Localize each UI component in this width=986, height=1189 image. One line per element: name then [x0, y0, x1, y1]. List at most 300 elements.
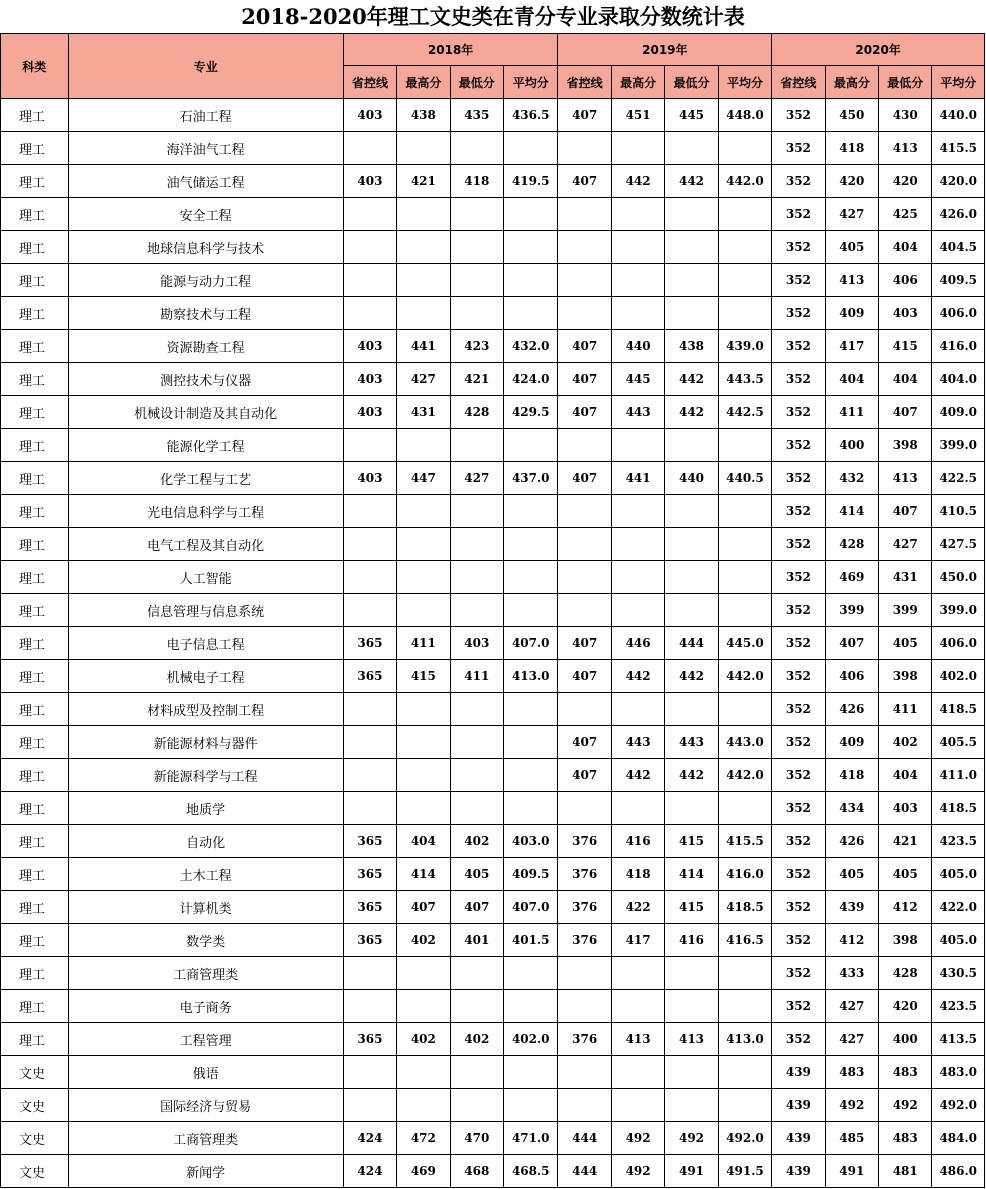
cell-2018-control-line	[343, 957, 396, 990]
cell-2018-min-score	[450, 990, 503, 1023]
cell-2018-avg-score: 407.0	[504, 891, 558, 924]
cell-2020-min-score: 398	[879, 660, 932, 693]
cell-2019-max-score: 417	[611, 924, 664, 957]
cell-2019-max-score: 442	[611, 759, 664, 792]
cell-2018-max-score: 402	[397, 924, 450, 957]
cell-category: 文史	[1, 1155, 69, 1188]
cell-2020-avg-score: 430.5	[932, 957, 985, 990]
cell-2019-min-score	[665, 198, 718, 231]
cell-2020-avg-score: 409.5	[932, 264, 985, 297]
cell-2019-max-score: 413	[611, 1023, 664, 1056]
cell-2018-max-score: 438	[397, 99, 450, 132]
cell-2018-max-score	[397, 198, 450, 231]
cell-2019-min-score	[665, 561, 718, 594]
cell-2019-max-score	[611, 231, 664, 264]
cell-2019-max-score	[611, 198, 664, 231]
cell-2020-max-score: 412	[825, 924, 878, 957]
cell-2018-min-score: 470	[450, 1122, 503, 1155]
cell-2018-control-line	[343, 495, 396, 528]
table-body	[1, 99, 985, 1188]
cell-2020-control-line: 352	[772, 264, 825, 297]
cell-major: 海洋油气工程	[68, 132, 343, 165]
cell-2018-max-score	[397, 759, 450, 792]
cell-2019-control-line	[558, 231, 611, 264]
cell-2018-min-score	[450, 693, 503, 726]
cell-2020-avg-score: 426.0	[932, 198, 985, 231]
cell-2019-max-score	[611, 561, 664, 594]
cell-major: 石油工程	[68, 99, 343, 132]
cell-2020-avg-score: 409.0	[932, 396, 985, 429]
cell-2019-control-line	[558, 495, 611, 528]
cell-2018-control-line	[343, 1056, 396, 1089]
cell-2019-min-score: 442	[665, 165, 718, 198]
cell-2018-avg-score	[504, 561, 558, 594]
cell-2020-min-score: 431	[879, 561, 932, 594]
cell-2020-min-score: 399	[879, 594, 932, 627]
cell-2018-max-score	[397, 264, 450, 297]
cell-2019-min-score	[665, 429, 718, 462]
cell-2020-avg-score: 418.5	[932, 792, 985, 825]
cell-2020-min-score: 398	[879, 924, 932, 957]
cell-major: 电气工程及其自动化	[68, 528, 343, 561]
cell-category: 文史	[1, 1056, 69, 1089]
cell-category: 理工	[1, 693, 69, 726]
page-title: 2018-2020年理工文史类在青分专业录取分数统计表	[241, 4, 745, 29]
cell-2018-min-score	[450, 594, 503, 627]
cell-2020-avg-score: 405.0	[932, 924, 985, 957]
cell-2019-control-line	[558, 990, 611, 1023]
cell-2020-max-score: 427	[825, 1023, 878, 1056]
cell-major: 光电信息科学与工程	[68, 495, 343, 528]
cell-2019-min-score: 440	[665, 462, 718, 495]
cell-2020-min-score: 430	[879, 99, 932, 132]
cell-2019-min-score: 443	[665, 726, 718, 759]
cell-2020-control-line: 352	[772, 99, 825, 132]
cell-2019-control-line: 376	[558, 858, 611, 891]
cell-2020-avg-score: 422.0	[932, 891, 985, 924]
cell-2019-min-score: 413	[665, 1023, 718, 1056]
cell-2020-avg-score: 484.0	[932, 1122, 985, 1155]
cell-2018-avg-score: 436.5	[504, 99, 558, 132]
cell-2019-avg-score	[718, 264, 771, 297]
cell-2018-max-score: 472	[397, 1122, 450, 1155]
cell-2019-avg-score	[718, 561, 771, 594]
cell-2019-min-score: 442	[665, 660, 718, 693]
cell-2019-max-score: 492	[611, 1155, 664, 1188]
cell-2020-min-score: 425	[879, 198, 932, 231]
cell-2019-avg-score	[718, 429, 771, 462]
table-row	[1, 429, 985, 462]
table-row	[1, 1023, 985, 1056]
cell-2019-control-line	[558, 297, 611, 330]
cell-2018-control-line	[343, 561, 396, 594]
header-avg-score: 平均分	[504, 66, 558, 99]
cell-2019-control-line: 376	[558, 924, 611, 957]
cell-2018-control-line	[343, 198, 396, 231]
cell-2018-max-score: 407	[397, 891, 450, 924]
table-row	[1, 264, 985, 297]
cell-2020-max-score: 404	[825, 363, 878, 396]
cell-2018-max-score	[397, 132, 450, 165]
cell-2019-avg-score	[718, 1089, 771, 1122]
cell-2019-avg-score: 443.0	[718, 726, 771, 759]
cell-2020-max-score: 420	[825, 165, 878, 198]
cell-2019-avg-score: 415.5	[718, 825, 771, 858]
cell-2019-max-score: 442	[611, 165, 664, 198]
cell-2020-control-line: 439	[772, 1155, 825, 1188]
cell-2019-control-line: 407	[558, 660, 611, 693]
cell-2018-min-score: 427	[450, 462, 503, 495]
cell-2018-min-score	[450, 726, 503, 759]
cell-2019-control-line: 407	[558, 165, 611, 198]
cell-2018-min-score: 435	[450, 99, 503, 132]
cell-2019-avg-score	[718, 957, 771, 990]
cell-category: 理工	[1, 726, 69, 759]
table-row	[1, 330, 985, 363]
cell-2019-min-score: 416	[665, 924, 718, 957]
cell-2018-min-score: 428	[450, 396, 503, 429]
cell-2018-avg-score	[504, 693, 558, 726]
cell-2019-avg-score: 442.0	[718, 660, 771, 693]
cell-2018-control-line: 365	[343, 1023, 396, 1056]
cell-2019-max-score: 418	[611, 858, 664, 891]
cell-2020-min-score: 427	[879, 528, 932, 561]
cell-2019-min-score: 444	[665, 627, 718, 660]
cell-2020-control-line: 439	[772, 1056, 825, 1089]
cell-2020-avg-score: 483.0	[932, 1056, 985, 1089]
cell-2020-max-score: 399	[825, 594, 878, 627]
cell-category: 理工	[1, 165, 69, 198]
cell-category: 理工	[1, 330, 69, 363]
header-control-line: 省控线	[558, 66, 611, 99]
cell-2020-control-line: 352	[772, 924, 825, 957]
cell-2018-avg-score	[504, 528, 558, 561]
cell-2019-avg-score: 440.5	[718, 462, 771, 495]
header-max-score: 最高分	[397, 66, 450, 99]
cell-2018-control-line	[343, 1089, 396, 1122]
cell-2018-max-score	[397, 297, 450, 330]
cell-2019-min-score: 414	[665, 858, 718, 891]
cell-2020-max-score: 432	[825, 462, 878, 495]
cell-2020-control-line: 352	[772, 462, 825, 495]
cell-category: 文史	[1, 1122, 69, 1155]
cell-major: 材料成型及控制工程	[68, 693, 343, 726]
table-row	[1, 825, 985, 858]
cell-2018-min-score	[450, 198, 503, 231]
cell-category: 理工	[1, 990, 69, 1023]
cell-major: 人工智能	[68, 561, 343, 594]
cell-2018-avg-score	[504, 198, 558, 231]
cell-2020-control-line: 352	[772, 891, 825, 924]
cell-2019-avg-score: 416.5	[718, 924, 771, 957]
cell-2019-avg-score: 442.5	[718, 396, 771, 429]
cell-2018-control-line	[343, 759, 396, 792]
cell-2019-control-line	[558, 1056, 611, 1089]
cell-2020-control-line: 352	[772, 660, 825, 693]
cell-major: 机械设计制造及其自动化	[68, 396, 343, 429]
cell-2020-max-score: 411	[825, 396, 878, 429]
cell-2018-min-score: 468	[450, 1155, 503, 1188]
cell-2020-avg-score: 411.0	[932, 759, 985, 792]
cell-major: 土木工程	[68, 858, 343, 891]
cell-2020-max-score: 417	[825, 330, 878, 363]
cell-2019-avg-score: 492.0	[718, 1122, 771, 1155]
cell-2018-max-score	[397, 594, 450, 627]
cell-2019-avg-score	[718, 198, 771, 231]
table-row	[1, 990, 985, 1023]
cell-2018-max-score: 441	[397, 330, 450, 363]
cell-2019-min-score: 442	[665, 759, 718, 792]
cell-2020-max-score: 418	[825, 132, 878, 165]
cell-2020-avg-score: 399.0	[932, 594, 985, 627]
cell-2019-max-score	[611, 693, 664, 726]
cell-2019-min-score: 445	[665, 99, 718, 132]
cell-2020-max-score: 483	[825, 1056, 878, 1089]
cell-2019-min-score	[665, 297, 718, 330]
table-row	[1, 198, 985, 231]
cell-2019-min-score	[665, 594, 718, 627]
cell-2020-max-score: 414	[825, 495, 878, 528]
table-row	[1, 561, 985, 594]
cell-2019-max-score: 441	[611, 462, 664, 495]
cell-2020-max-score: 418	[825, 759, 878, 792]
table-row	[1, 396, 985, 429]
cell-2019-max-score	[611, 264, 664, 297]
table-row	[1, 759, 985, 792]
cell-2020-min-score: 398	[879, 429, 932, 462]
cell-2019-max-score	[611, 792, 664, 825]
cell-2020-min-score: 406	[879, 264, 932, 297]
cell-2018-control-line: 365	[343, 660, 396, 693]
cell-2020-avg-score: 420.0	[932, 165, 985, 198]
cell-2019-max-score	[611, 1056, 664, 1089]
cell-2018-min-score	[450, 132, 503, 165]
cell-major: 自动化	[68, 825, 343, 858]
cell-2018-min-score	[450, 528, 503, 561]
cell-2019-max-score	[611, 495, 664, 528]
cell-2020-min-score: 411	[879, 693, 932, 726]
header-major: 专业	[68, 34, 343, 99]
header-min-score: 最低分	[879, 66, 932, 99]
cell-2020-min-score: 428	[879, 957, 932, 990]
cell-2020-control-line: 352	[772, 726, 825, 759]
cell-2019-avg-score	[718, 495, 771, 528]
cell-category: 文史	[1, 1089, 69, 1122]
cell-category: 理工	[1, 627, 69, 660]
cell-category: 理工	[1, 495, 69, 528]
cell-2019-max-score	[611, 990, 664, 1023]
cell-2019-max-score	[611, 957, 664, 990]
cell-2019-max-score: 443	[611, 726, 664, 759]
cell-category: 理工	[1, 957, 69, 990]
cell-category: 理工	[1, 924, 69, 957]
cell-2018-avg-score	[504, 1056, 558, 1089]
cell-2020-control-line: 352	[772, 495, 825, 528]
cell-major: 机械电子工程	[68, 660, 343, 693]
cell-2018-control-line: 424	[343, 1122, 396, 1155]
cell-2019-max-score: 446	[611, 627, 664, 660]
cell-2018-control-line	[343, 297, 396, 330]
table-row	[1, 1122, 985, 1155]
cell-2018-min-score	[450, 429, 503, 462]
cell-major: 计算机类	[68, 891, 343, 924]
cell-2019-min-score	[665, 264, 718, 297]
cell-major: 测控技术与仪器	[68, 363, 343, 396]
header-control-line: 省控线	[772, 66, 825, 99]
cell-major: 安全工程	[68, 198, 343, 231]
cell-2018-control-line: 365	[343, 627, 396, 660]
cell-major: 化学工程与工艺	[68, 462, 343, 495]
cell-major: 地球信息科学与技术	[68, 231, 343, 264]
cell-major: 能源化学工程	[68, 429, 343, 462]
cell-2019-avg-score: 448.0	[718, 99, 771, 132]
cell-2018-avg-score: 424.0	[504, 363, 558, 396]
table-row	[1, 1155, 985, 1188]
cell-2019-control-line: 407	[558, 99, 611, 132]
cell-2018-control-line: 365	[343, 924, 396, 957]
cell-major: 新能源科学与工程	[68, 759, 343, 792]
cell-2019-min-score	[665, 132, 718, 165]
cell-2019-control-line	[558, 429, 611, 462]
cell-2018-max-score: 404	[397, 825, 450, 858]
cell-major: 俄语	[68, 1056, 343, 1089]
cell-2019-avg-score	[718, 693, 771, 726]
table-row	[1, 462, 985, 495]
cell-2020-max-score: 427	[825, 990, 878, 1023]
cell-2020-control-line: 352	[772, 429, 825, 462]
cell-2018-avg-score: 432.0	[504, 330, 558, 363]
cell-2019-control-line	[558, 792, 611, 825]
cell-2018-avg-score: 403.0	[504, 825, 558, 858]
cell-2019-control-line: 407	[558, 396, 611, 429]
cell-2020-max-score: 485	[825, 1122, 878, 1155]
cell-2018-control-line	[343, 594, 396, 627]
cell-2020-control-line: 352	[772, 627, 825, 660]
cell-2019-control-line: 444	[558, 1122, 611, 1155]
cell-2020-max-score: 426	[825, 825, 878, 858]
cell-2019-control-line	[558, 561, 611, 594]
cell-category: 理工	[1, 1023, 69, 1056]
cell-2020-min-score: 404	[879, 231, 932, 264]
cell-2018-control-line	[343, 429, 396, 462]
cell-2019-max-score: 416	[611, 825, 664, 858]
cell-2020-max-score: 406	[825, 660, 878, 693]
cell-2020-min-score: 420	[879, 990, 932, 1023]
cell-2020-control-line: 352	[772, 396, 825, 429]
cell-category: 理工	[1, 429, 69, 462]
cell-2018-control-line: 403	[343, 363, 396, 396]
cell-2020-avg-score: 399.0	[932, 429, 985, 462]
cell-2020-min-score: 405	[879, 627, 932, 660]
cell-2018-min-score: 401	[450, 924, 503, 957]
cell-2020-min-score: 421	[879, 825, 932, 858]
cell-2020-max-score: 434	[825, 792, 878, 825]
cell-2018-avg-score: 468.5	[504, 1155, 558, 1188]
cell-2018-control-line	[343, 792, 396, 825]
cell-2020-control-line: 352	[772, 825, 825, 858]
cell-2020-max-score: 405	[825, 231, 878, 264]
cell-2018-control-line: 403	[343, 462, 396, 495]
cell-2019-control-line	[558, 594, 611, 627]
header-year-2019: 2019年	[558, 34, 772, 66]
table-row	[1, 693, 985, 726]
cell-2018-avg-score	[504, 264, 558, 297]
cell-2018-min-score	[450, 792, 503, 825]
cell-2020-control-line: 352	[772, 990, 825, 1023]
table-row	[1, 165, 985, 198]
header-category: 科类	[1, 34, 69, 99]
cell-2019-avg-score	[718, 231, 771, 264]
cell-2019-avg-score: 442.0	[718, 759, 771, 792]
cell-2019-max-score: 422	[611, 891, 664, 924]
cell-2018-control-line	[343, 231, 396, 264]
cell-2018-avg-score	[504, 1089, 558, 1122]
cell-2020-control-line: 439	[772, 1089, 825, 1122]
cell-2019-avg-score	[718, 990, 771, 1023]
cell-2018-avg-score: 471.0	[504, 1122, 558, 1155]
cell-2020-max-score: 439	[825, 891, 878, 924]
cell-2020-avg-score: 422.5	[932, 462, 985, 495]
cell-2020-min-score: 405	[879, 858, 932, 891]
cell-2020-control-line: 352	[772, 363, 825, 396]
cell-2018-max-score: 415	[397, 660, 450, 693]
cell-2018-control-line	[343, 726, 396, 759]
cell-major: 数学类	[68, 924, 343, 957]
cell-2018-min-score: 403	[450, 627, 503, 660]
cell-major: 新能源材料与器件	[68, 726, 343, 759]
cell-2020-avg-score: 418.5	[932, 693, 985, 726]
cell-2020-min-score: 404	[879, 759, 932, 792]
cell-2020-control-line: 352	[772, 330, 825, 363]
cell-2018-min-score: 411	[450, 660, 503, 693]
cell-2020-control-line: 352	[772, 297, 825, 330]
table-row	[1, 99, 985, 132]
table-row	[1, 594, 985, 627]
cell-2019-max-score	[611, 132, 664, 165]
cell-2019-max-score: 445	[611, 363, 664, 396]
cell-2018-control-line	[343, 990, 396, 1023]
table-row	[1, 1089, 985, 1122]
cell-2020-avg-score: 402.0	[932, 660, 985, 693]
cell-2019-max-score: 451	[611, 99, 664, 132]
cell-2019-avg-score	[718, 1056, 771, 1089]
cell-2020-max-score: 450	[825, 99, 878, 132]
cell-category: 理工	[1, 264, 69, 297]
cell-2020-avg-score: 410.5	[932, 495, 985, 528]
cell-2019-control-line	[558, 198, 611, 231]
cell-2019-max-score	[611, 297, 664, 330]
cell-2018-control-line: 403	[343, 330, 396, 363]
cell-2020-avg-score: 405.5	[932, 726, 985, 759]
cell-2019-control-line: 444	[558, 1155, 611, 1188]
cell-2018-min-score	[450, 1056, 503, 1089]
table-row	[1, 858, 985, 891]
table-row	[1, 528, 985, 561]
admission-score-table	[0, 33, 985, 1188]
cell-2020-max-score: 491	[825, 1155, 878, 1188]
cell-2018-avg-score	[504, 594, 558, 627]
cell-2020-avg-score: 450.0	[932, 561, 985, 594]
cell-2018-max-score	[397, 726, 450, 759]
cell-category: 理工	[1, 297, 69, 330]
cell-2019-max-score	[611, 594, 664, 627]
cell-2018-control-line: 365	[343, 825, 396, 858]
header-min-score: 最低分	[450, 66, 503, 99]
cell-2018-max-score: 421	[397, 165, 450, 198]
table-row	[1, 1056, 985, 1089]
cell-2020-min-score: 407	[879, 396, 932, 429]
cell-2020-min-score: 420	[879, 165, 932, 198]
